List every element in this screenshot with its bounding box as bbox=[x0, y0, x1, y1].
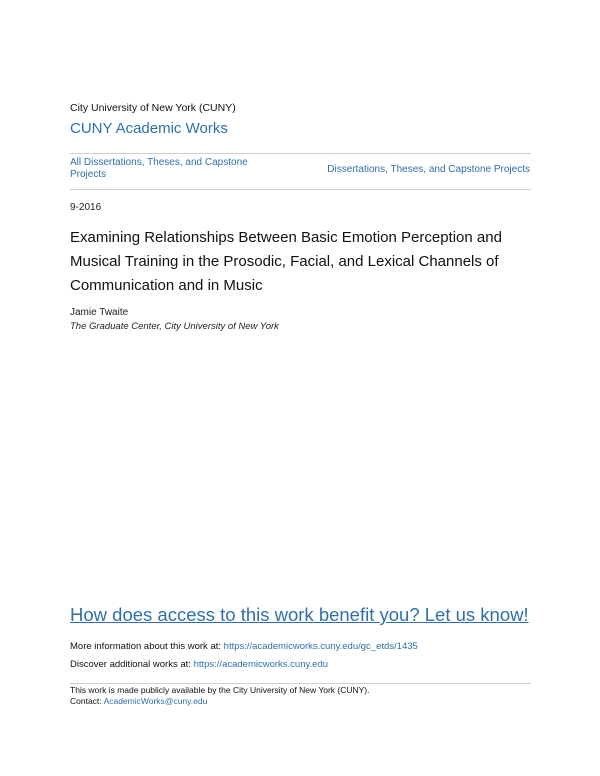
availability-notice: This work is made publicly available by the City University of New York (CUNY). bbox=[70, 685, 370, 695]
author-name: Jamie Twaite bbox=[70, 307, 129, 318]
discover-label: Discover additional works at: bbox=[70, 659, 194, 670]
series-link[interactable]: Dissertations, Theses, and Capstone Projects bbox=[327, 164, 530, 175]
repository-url-link[interactable]: https://academicworks.cuny.edu bbox=[193, 659, 329, 670]
more-info-label: More information about this work at: bbox=[70, 641, 224, 652]
more-info-line bbox=[70, 641, 418, 652]
document-title: Examining Relationships Between Basic Emotion Perception and Musical Training in the Prosodic, Facial, and Lexical Channels of Communication and in Music bbox=[70, 229, 502, 294]
discover-line bbox=[70, 659, 328, 670]
collection-link[interactable]: All Dissertations, Theses, and Capstone Projects bbox=[70, 157, 248, 180]
publication-date: 9-2016 bbox=[70, 202, 102, 213]
divider bbox=[70, 153, 531, 154]
contact-label: Contact: bbox=[70, 696, 104, 706]
feedback-link[interactable]: How does access to this work benefit you? Let us know! bbox=[70, 604, 529, 625]
divider bbox=[70, 189, 531, 190]
divider bbox=[70, 683, 531, 684]
repository-link[interactable]: CUNY Academic Works bbox=[70, 120, 228, 137]
institution-name: City University of New York (CUNY) bbox=[70, 102, 236, 114]
author-affiliation: The Graduate Center, City University of New York bbox=[70, 321, 279, 332]
contact-line bbox=[70, 696, 207, 706]
work-url-link[interactable]: https://academicworks.cuny.edu/gc_etds/1435 bbox=[223, 641, 418, 652]
contact-email-link[interactable]: AcademicWorks@cuny.edu bbox=[103, 696, 208, 706]
